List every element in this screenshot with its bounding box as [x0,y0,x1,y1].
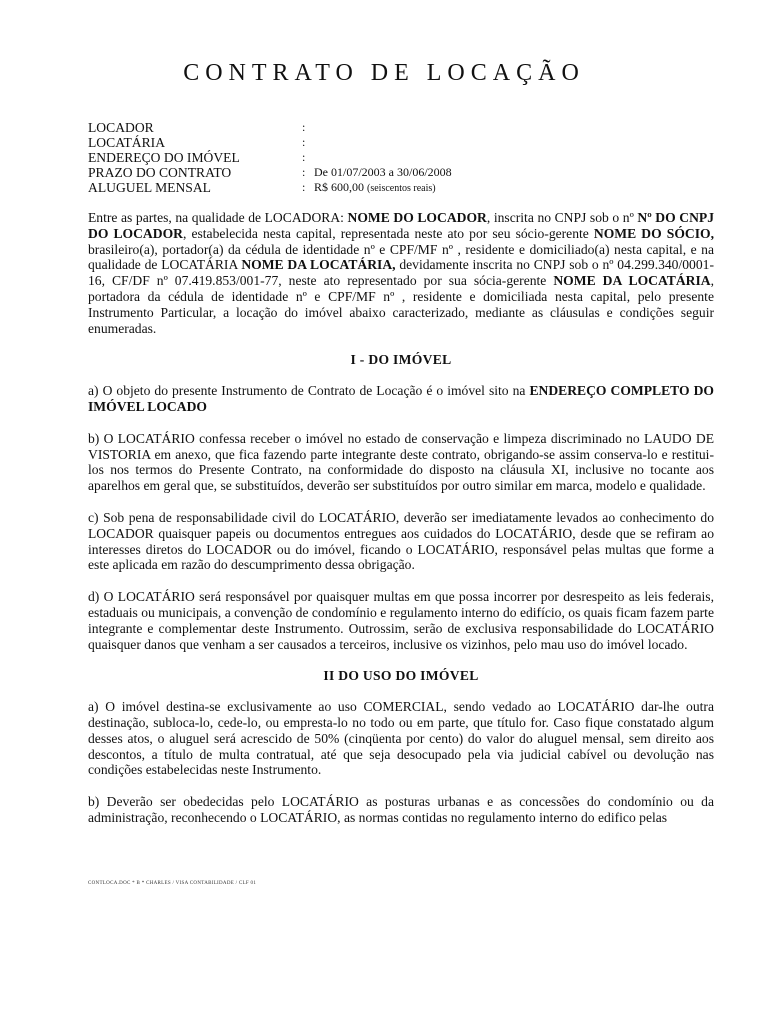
section-2-heading: II DO USO DO IMÓVEL [323,668,479,684]
intro-text-2: , inscrita no CNPJ sob o nº [486,210,638,225]
clause-2b: b) Deverão ser obedecidas pelo LOCATÁRIO as posturas urbanas e as concessões do condomínio ou da administração, reconhecendo o LOCATÁRIO, as normas contidas no regulamento interno do edifico pelas [88,794,714,825]
prazo-label: PRAZO DO CONTRATO [88,165,232,180]
endereco-label: ENDEREÇO DO IMÓVEL [88,150,240,165]
prazo-value: De 01/07/2003 a 30/06/2008 [314,165,452,179]
locador-row [88,120,728,135]
aluguel-label: ALUGUEL MENSAL [88,180,211,195]
aluguel-value [314,180,436,196]
locataria-row [88,135,728,150]
clause-2a: a) O imóvel destina-se exclusivamente ao uso COMERCIAL, sendo vedado ao LOCATÁRIO dar-lhe outra destinação, subloca-lo, cede-lo, ou empresta-lo no todo ou em parte, que título for. Caso fique constatado algum desses atos, o aluguel será acrescido de 50% (cinqüenta por cento) do valor do aluguel mensal, sem direito aos descontos, a título de multa contratual, até que seja desocupado pela via judicial cabível ou devolução nas condições estabelecidas neste Instrumento. [88,699,714,778]
intro-text-5: devidamente inscrita no CNPJ sob o nº 04.299.340/0001-16, CF/DF nº 07.419.853/001-77, neste ato representado por sua sócia-gerente [88,257,714,289]
endereco-colon: : [302,150,306,164]
aluguel-amount: R$ 600,00 [314,180,365,194]
clause-1a-address: ENDEREÇO COMPLETO DO IMÓVEL LOCADO [88,383,714,414]
locador-colon: : [302,120,306,134]
endereco-row [88,150,728,165]
intro-text-6: , portadora da cédula de identidade nº e CPF/MF nº , residente e domiciliada nesta capital, pelo presente Instrumento Particular, a locação do imóvel abaixo caracterizado, mediante as cláusulas e condições seguir enumeradas. [88,273,714,336]
locador-name: NOME DO LOCADOR [347,210,487,225]
clause-1a-text: a) O objeto do presente Instrumento de Contrato de Locação é o imóvel sito na [88,383,530,399]
clause-1d: d) O LOCATÁRIO será responsável por quaisquer multas em que possa incorrer por desrespeito as leis federais, estaduais ou municipais, a convenção de condomínio e regulamento interno do edifício, os quais ficam fazem parte integrante e complementar deste Instrumento. Outrossim, serão de exclusiva responsabilidade do LOCATÁRIO quaisquer danos que venham a ser causados a terceiros, inclusive os vizinhos, pelo mau uso do imóvel locado. [88,589,714,652]
document-title: CONTRATO DE LOCAÇÃO [183,60,585,86]
locataria-label: LOCATÁRIA [88,135,166,150]
section-1-heading: I - DO IMÓVEL [350,352,452,368]
clause-1b: b) O LOCATÁRIO confessa receber o imóvel no estado de conservação e limpeza discriminado no LAUDO DE VISTORIA em anexo, que fica fazendo parte integrante deste contrato, obrigando-se assim conserva-lo e restitui-los nos termos do Presente Contrato, na conformidade do disposto na cláusula XI, inclusive no tocante aos aparelhos em geral que, se substituídos, deverão ser substituídos por outro similar em marca, modelo e qualidade. [88,430,714,494]
intro-text-4: brasileiro(a), portador(a) da cédula de identidade nº e CPF/MF nº , residente e domiciliado(a) nesta capital, e na qualidade de LOCATÁRIA [88,241,714,273]
contract-body [88,210,714,842]
footer-filename: CONTLOCA.DOC * B * CHARLES / VISA CONTABILIDADE / CLF 01 [88,881,257,886]
aluguel-row [88,180,728,196]
prazo-row [88,165,728,180]
intro-paragraph [88,210,714,336]
aluguel-colon: : [302,180,306,194]
prazo-colon: : [302,165,306,179]
locador-label: LOCADOR [88,120,154,135]
intro-text-3: , estabelecida nesta capital, representada neste ato por seu sócio-gerente [182,225,594,241]
locataria-name: NOME DA LOCATÁRIA, [241,257,396,273]
clause-1a [88,383,714,415]
locador-cnpj: Nº DO CNPJ DO LOCADOR [88,210,714,241]
intro-text-1: Entre as partes, na qualidade de LOCADORA: [88,210,348,225]
clause-1c: c) Sob pena de responsabilidade civil do LOCATÁRIO, deverão ser imediatamente levados ao conhecimento do LOCADOR quaisquer papeis ou documentos entregues aos cuidados do LOCATÁRIO, desde que se refiram ao interesses diretos do LOCADOR ou do imóvel, ficando o LOCATÁRIO, responsável pelas multas que forme a este aplicada em razão do descumprimento dessa obrigação. [88,509,714,573]
contract-header-fields [88,120,728,196]
aluguel-extenso: (seiscentos reais) [367,183,436,194]
socio-name: NOME DO SÓCIO, [593,225,714,241]
locataria-colon: : [302,135,306,149]
locataria-socia-name: NOME DA LOCATÁRIA [553,273,711,289]
